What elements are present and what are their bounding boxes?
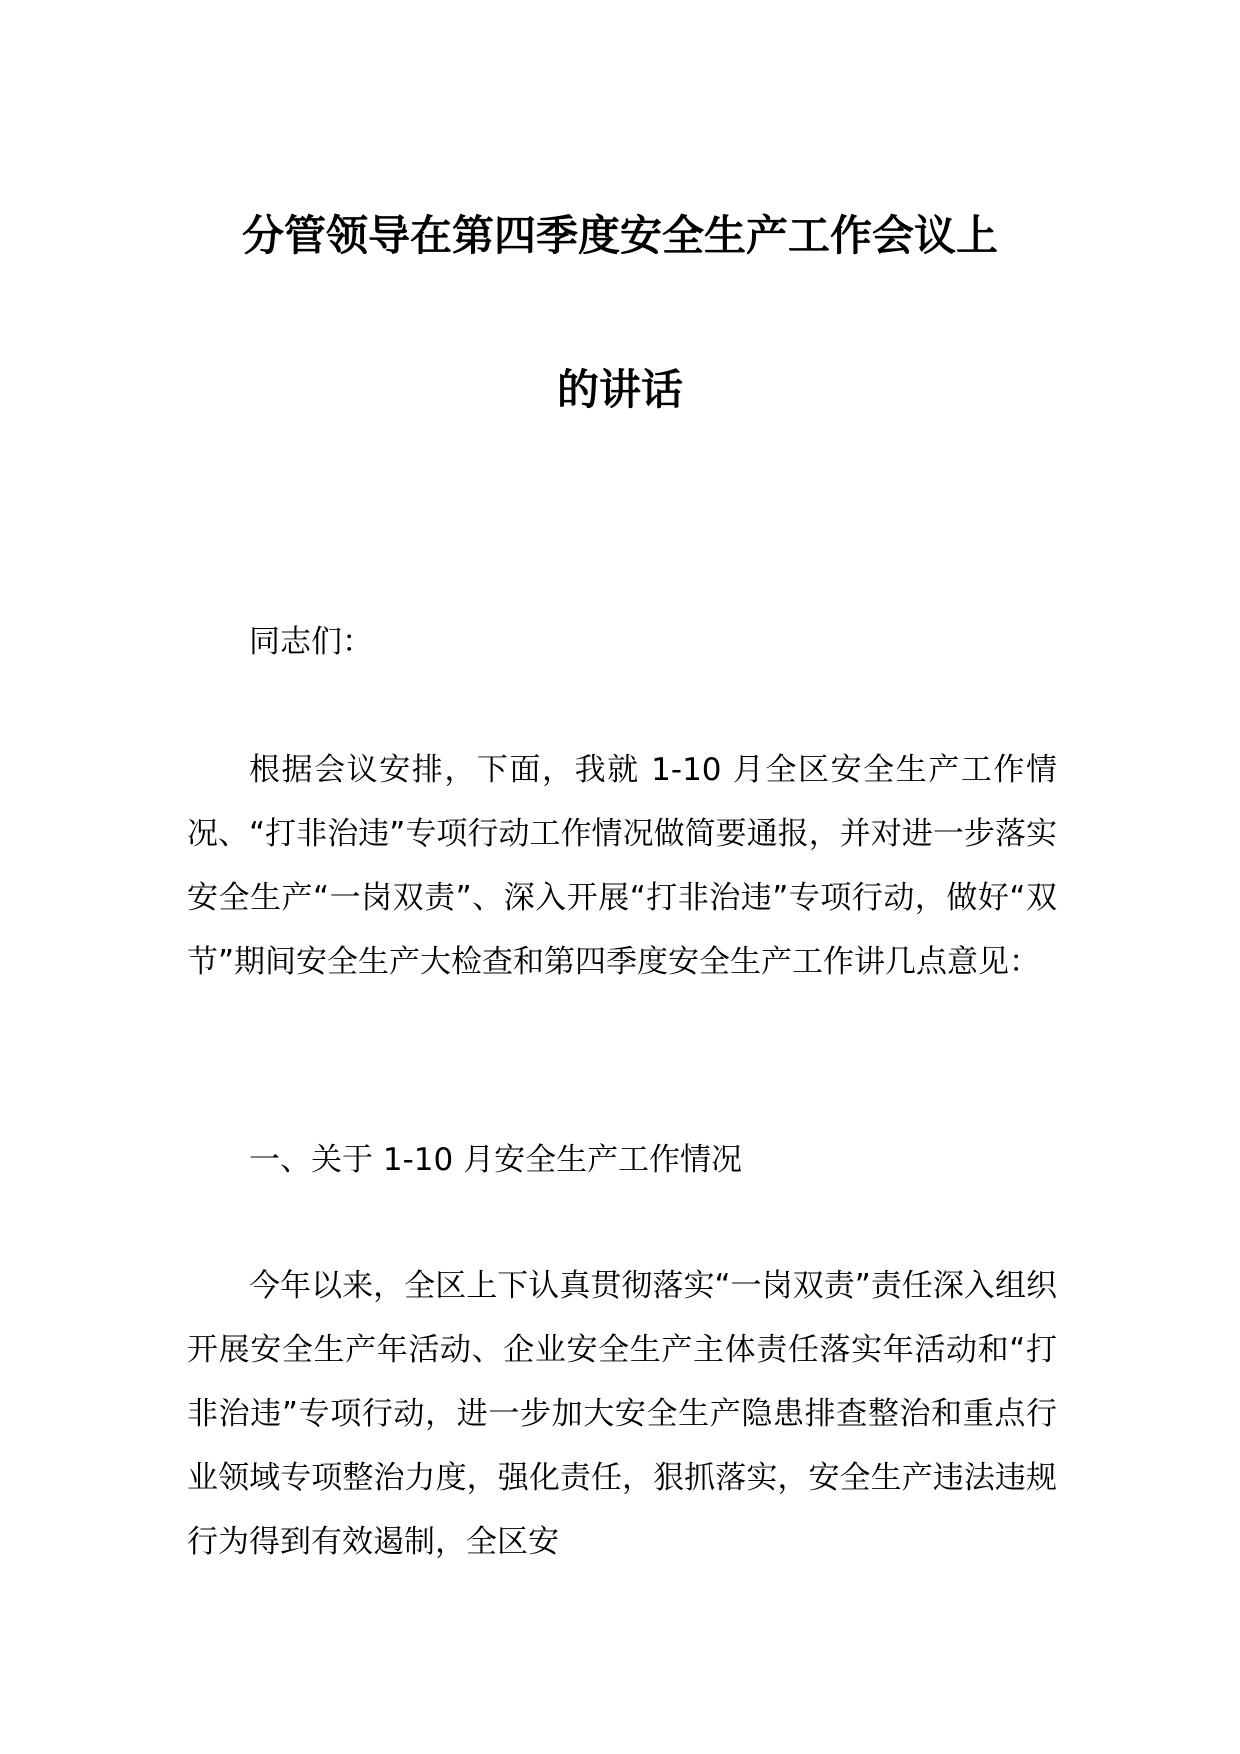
greeting-text <box>187 610 1057 674</box>
intro-section <box>187 738 1057 994</box>
section-paragraph: 今年以来，全区上下认真贯彻落实“一岗双责”责任深入组织开展安全生产年活动、企业安全生产主体责任落实年活动和“打非治违”专项行动，进一步加大安全生产隐患排查整治和重点行业领域专项整治力度，强化责任，狠抓落实，安全生产违法违规行为得到有效遏制，全区安 <box>187 1268 1057 1560</box>
section-heading: 一、关于 1-10 月安全生产工作情况 <box>249 1142 743 1178</box>
document-title-line-2: 的讲话 <box>556 365 683 414</box>
section-heading-block <box>187 1128 1057 1192</box>
document-title-line-1: 分管领导在第四季度安全生产工作会议上 <box>241 211 998 260</box>
greeting-paragraph: 同志们： <box>249 624 373 660</box>
intro-paragraph: 根据会议安排，下面，我就 1-10 月全区安全生产工作情况、“打非治违”专项行动工作情况做简要通报，并对进一步落实安全生产“一岗双责”、深入开展“打非治违”专项行动，做好“双节”期间安全生产大检查和第四季度安全生产工作讲几点意见： <box>187 752 1057 980</box>
section-body <box>187 1254 1057 1574</box>
